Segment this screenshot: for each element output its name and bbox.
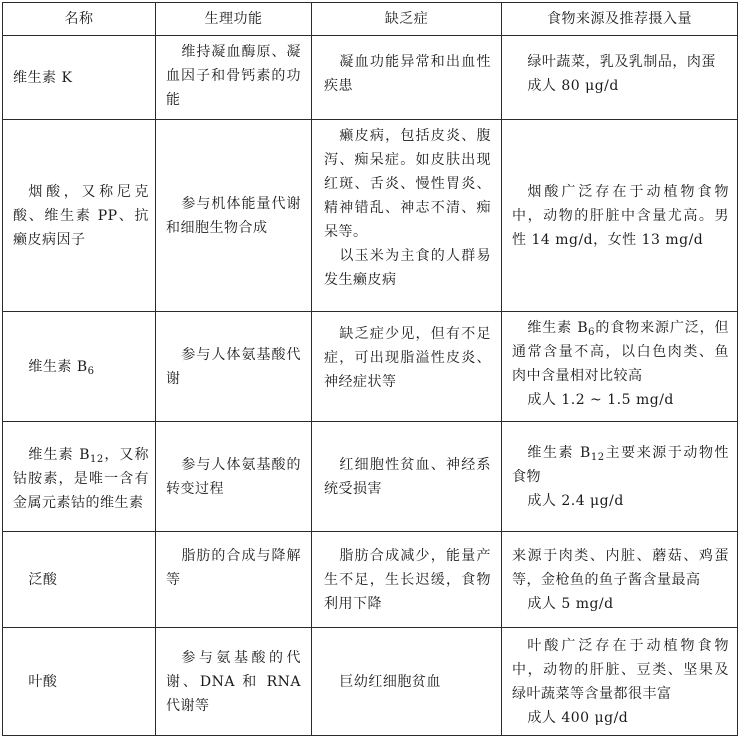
table-row — [3, 532, 738, 628]
deficiency-text: 红细胞性贫血、神经系统受损害 — [324, 456, 491, 497]
table-header — [3, 3, 738, 36]
vitamin-name — [3, 422, 156, 532]
vitamin-name — [3, 312, 156, 422]
source-text: 烟酸广泛存在于动植物食物中，动物的肝脏中含量尤高。男性 14 mg/d，女性 13 mg/d — [512, 183, 729, 248]
vitamin-name-text: 泛酸 — [28, 571, 58, 588]
function-text: 参与机体能量代谢和细胞生物合成 — [166, 195, 301, 236]
vitamin-name-text: 维生素 K — [13, 69, 73, 86]
source-text: 绿叶蔬菜，乳及乳制品，肉蛋 — [527, 54, 716, 70]
table-row — [3, 36, 738, 120]
vitamin-function — [156, 120, 312, 312]
function-text: 脂肪的合成与降解等 — [166, 548, 301, 588]
vitamin-function — [156, 36, 312, 120]
vitamin-deficiency — [312, 628, 502, 736]
table-row — [3, 120, 738, 312]
vitamin-function — [156, 532, 312, 628]
subscript: 6 — [87, 365, 95, 377]
vitamin-deficiency — [312, 422, 502, 532]
intake-text: 成人 80 μg/d — [527, 78, 619, 94]
source-text: 维生素 $B_{12}$主要来源于动物性食物 — [512, 444, 729, 485]
vitamin-deficiency — [312, 36, 502, 120]
intake-text: 成人 2.4 μg/d — [527, 492, 624, 509]
vitamin-name — [3, 628, 156, 736]
source-text: 来源于肉类、内脏、蘑菇、鸡蛋等，金枪鱼的鱼子酱含量最高 — [512, 547, 729, 588]
deficiency-text: 癞皮病，包括皮炎、腹泻、痴呆症。如皮肤出现红斑、舌炎、慢性胃炎、精神错乱、神志不清、痴呆等。 — [324, 128, 491, 240]
vitamin-function — [156, 628, 312, 736]
deficiency-text: 凝血功能异常和出血性疾患 — [324, 54, 491, 94]
header-deficiency: 缺乏症 — [312, 3, 502, 36]
intake-text: 成人 5 mg/d — [527, 595, 614, 612]
subscript: 12 — [590, 451, 605, 463]
deficiency-text: 脂肪合成减少，能量产生不足，生长迟缓，食物利用下降 — [324, 547, 491, 612]
header-name: 名称 — [3, 3, 156, 36]
vitamin-function — [156, 422, 312, 532]
vitamin-deficiency — [312, 120, 502, 312]
header-row — [3, 3, 738, 36]
vitamin-source — [502, 312, 738, 422]
table-row — [3, 312, 738, 422]
vitamin-source — [502, 628, 738, 736]
function-text: 参与人体氨基酸的转变过程 — [166, 456, 301, 497]
intake-text: 成人 400 μg/d — [527, 709, 629, 726]
header-source: 食物来源及推荐摄入量 — [502, 3, 738, 36]
vitamin-deficiency — [312, 312, 502, 422]
source-text: 叶酸广泛存在于动植物食物中，动物的肝脏、豆类、坚果及绿叶蔬菜等含量都很丰富 — [512, 637, 729, 702]
vitamin-deficiency — [312, 532, 502, 628]
vitamin-name-text: 维生素 $B_{12}$，又称钴胺素，是唯一含有金属元素钴的维生素 — [13, 446, 150, 511]
subscript: 6 — [588, 327, 596, 338]
vitamin-name-text: 维生素 $B_6$ — [28, 358, 95, 377]
vitamin-source — [502, 532, 738, 628]
vitamin-name — [3, 532, 156, 628]
deficiency-text: 巨幼红细胞贫血 — [339, 673, 441, 690]
vitamin-source — [502, 36, 738, 120]
function-text: 参与氨基酸的代谢、DNA 和 RNA 代谢等 — [166, 649, 301, 714]
vitamin-table — [2, 2, 738, 736]
vitamin-name — [3, 120, 156, 312]
function-text: 参与人体氨基酸代谢 — [166, 346, 301, 387]
table-body — [3, 36, 738, 736]
vitamin-source — [502, 422, 738, 532]
table-row — [3, 628, 738, 736]
vitamin-source — [502, 120, 738, 312]
table-row — [3, 422, 738, 532]
header-function: 生理功能 — [156, 3, 312, 36]
vitamin-name — [3, 36, 156, 120]
deficiency-note: 以玉米为主食的人群易发生癞皮病 — [324, 248, 491, 288]
vitamin-function — [156, 312, 312, 422]
source-text: 维生素 $B_6$的食物来源广泛，但通常含量不高，以白色肉类、鱼肉中含量相对比较高 — [512, 320, 729, 384]
vitamin-name-text: 叶酸 — [28, 673, 58, 690]
function-text: 维持凝血酶原、凝血因子和骨钙素的功能 — [166, 44, 301, 108]
subscript: 12 — [90, 453, 104, 465]
deficiency-text: 缺乏症少见，但有不足症，可出现脂溢性皮炎、神经症状等 — [324, 326, 491, 390]
intake-text: 成人 1.2 ~ 1.5 mg/d — [527, 392, 674, 408]
vitamin-name-text: 烟酸，又称尼克酸、维生素 PP、抗癞皮病因子 — [13, 183, 149, 248]
